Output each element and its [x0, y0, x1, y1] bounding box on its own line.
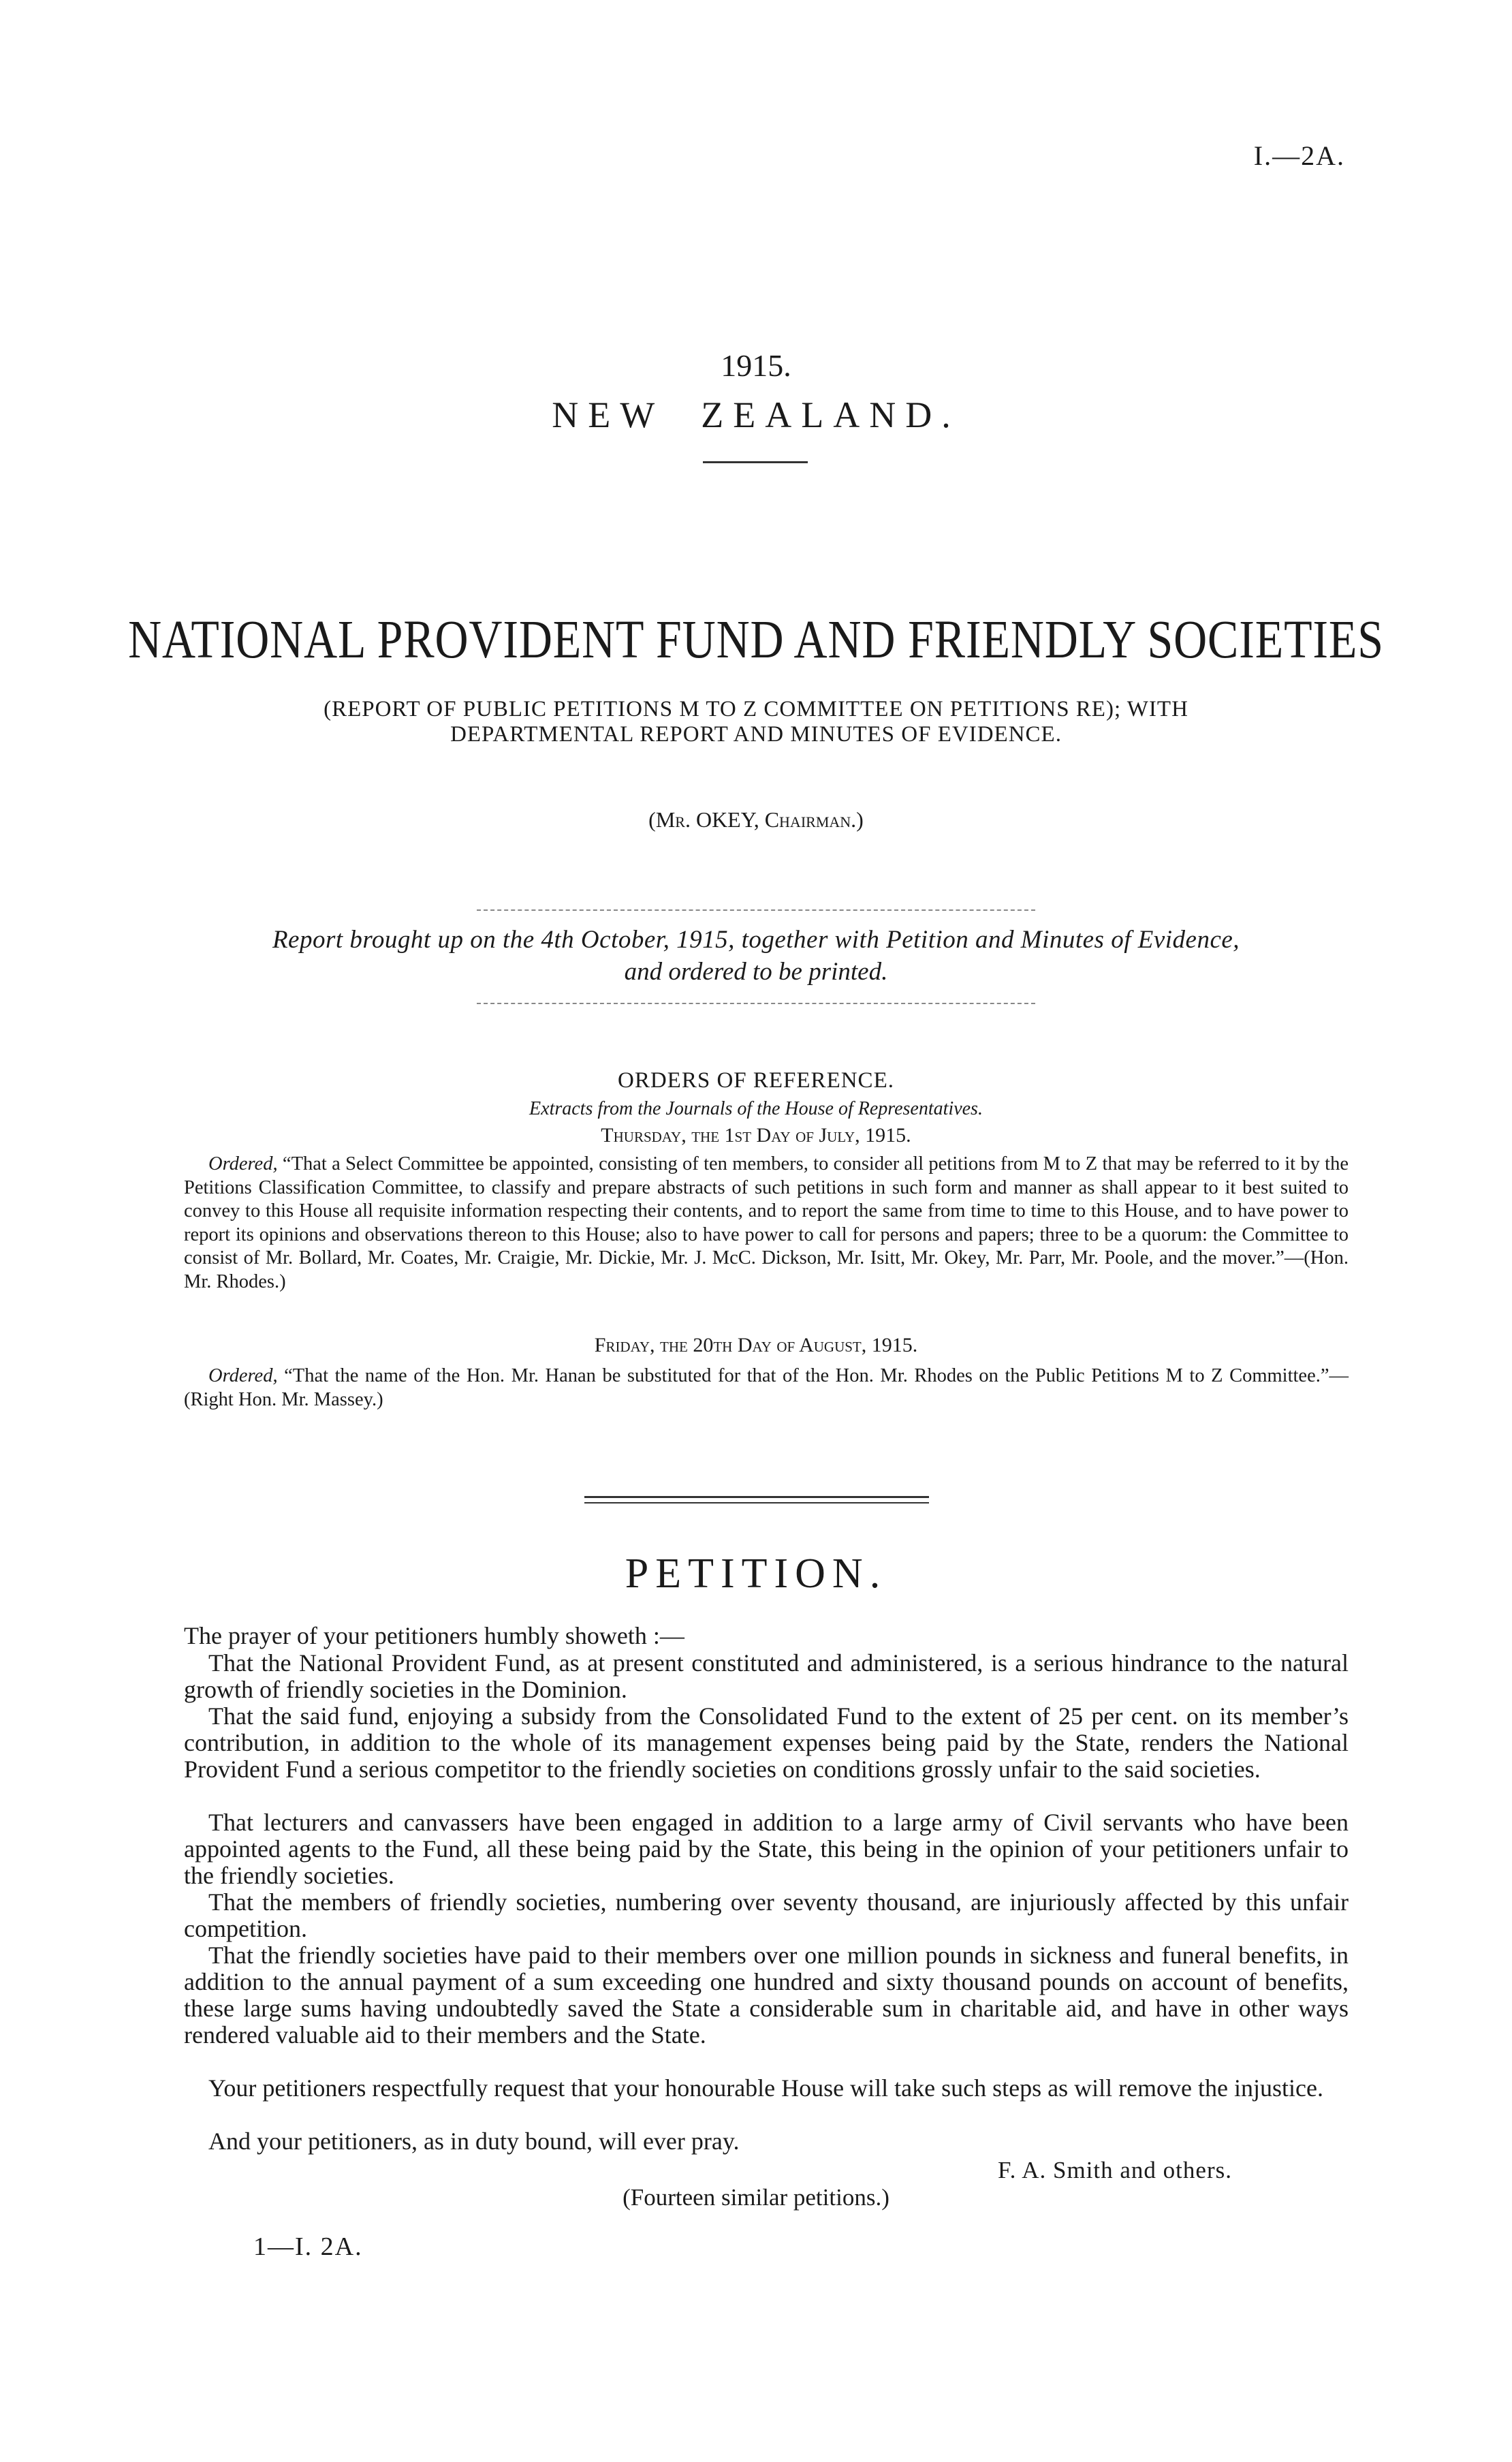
report-note-line-1: Report brought up on the 4th October, 1915, together with Petition and Minutes of Evidence, — [272, 926, 1240, 954]
main-title: NATIONAL PROVIDENT FUND AND FRIENDLY SOCIETIES — [128, 610, 1384, 670]
subtitle-line-2: DEPARTMENTAL REPORT AND MINUTES OF EVIDENCE. — [450, 722, 1062, 747]
orders-extracts: Extracts from the Journals of the House of Representatives. — [529, 1098, 983, 1119]
subtitle-line-1: (REPORT OF PUBLIC PETITIONS M TO Z COMMITTEE ON PETITIONS RE); WITH — [324, 697, 1188, 721]
order-1 — [184, 1153, 1349, 1294]
orders-date-1: Thursday, the 1st Day of July, 1915. — [601, 1124, 911, 1147]
order-1-label: Ordered, — [208, 1153, 278, 1174]
chairman: (Mr. OKEY, Chairman.) — [648, 807, 864, 832]
orders-separator-bottom — [584, 1502, 929, 1503]
page-reference: I.—2A. — [1253, 140, 1345, 171]
petition-signature: F. A. Smith and others. — [998, 2157, 1232, 2183]
report-separator-bottom — [477, 1003, 1035, 1004]
petition-paragraph-5: That the friendly societies have paid to their members over one million pounds in sickness and funeral benefits, in addition to the annual payment of a sum exceeding one hundred and sixty thousand pounds on account of benefits, these large sums having undoubtedly saved the State a considerable sum in charitable aid, and have in other ways rendered valuable aid to their members and the State. — [184, 1942, 1349, 2048]
report-note-line-2: and ordered to be printed. — [624, 958, 888, 986]
petition-paragraph-2: That the said fund, enjoying a subsidy from the Consolidated Fund to the extent of 25 per cent. on its member’s contribution, in addition to the whole of its management expenses being paid by the State, renders the National Provident Fund a serious competitor to the friendly societies on conditions grossly unfair to the said societies. — [184, 1702, 1349, 1783]
signature-mark: 1—I. 2A. — [253, 2232, 363, 2261]
title-rule — [703, 461, 808, 463]
orders-date-2: Friday, the 20th Day of August, 1915. — [594, 1334, 918, 1356]
petition-paragraph-3: That lecturers and canvassers have been engaged in addition to a large army of Civil servants who have been appointed agents to the Fund, all these being paid by the State, this being in the opinion of your petitioners unfair to the friendly societies. — [184, 1809, 1349, 1889]
petition-paragraph-1: That the National Provident Fund, as at present constituted and administered, is a serious hindrance to the natural growth of friendly societies in the Dominion. — [184, 1649, 1349, 1703]
petition-paragraph-7: And your petitioners, as in duty bound, will ever pray. — [208, 2128, 740, 2155]
order-2-label: Ordered, — [208, 1365, 278, 1386]
year: 1915. — [721, 348, 791, 383]
report-separator-top — [477, 909, 1035, 911]
orders-separator-top — [584, 1496, 929, 1498]
order-1-text: “That a Select Committee be appointed, consisting of ten members, to consider all petitions from M to Z that may be referred to it by the Petitions Classification Committee, to classify and prepare abstracts of such petitions in such form and manner as shall appear to it best suited to convey to this House all requisite information respecting their contents, and to report the same from time to time to this House, and to have power to report its opinions and observations thereon to this House; also to have power to call for persons and papers; three to be a quorum: the Committee to consist of Mr. Bollard, Mr. Coates, Mr. Craigie, Mr. Dickie, Mr. J. McC. Dickson, Mr. Isitt, Mr. Okey, Mr. Parr, Mr. Poole, and the mover.”—(Hon. Mr. Rhodes.) — [184, 1153, 1349, 1292]
petition-heading: PETITION. — [625, 1551, 887, 1597]
orders-heading: ORDERS OF REFERENCE. — [618, 1068, 894, 1093]
petition-intro: The prayer of your petitioners humbly showeth :— — [184, 1622, 684, 1649]
petition-paragraph-4: That the members of friendly societies, numbering over seventy thousand, are injuriously affected by this unfair competition. — [184, 1888, 1349, 1942]
similar-petitions: (Fourteen similar petitions.) — [623, 2184, 889, 2211]
country: NEW ZEALAND. — [552, 394, 960, 435]
order-2 — [184, 1365, 1349, 1412]
petition-paragraph-6: Your petitioners respectfully request that your honourable House will take such steps as will remove the injustice. — [208, 2074, 1323, 2102]
order-2-text: “That the name of the Hon. Mr. Hanan be substituted for that of the Hon. Mr. Rhodes on the Public Petitions M to Z Committee.”—(Right Hon. Mr. Massey.) — [184, 1365, 1349, 1410]
